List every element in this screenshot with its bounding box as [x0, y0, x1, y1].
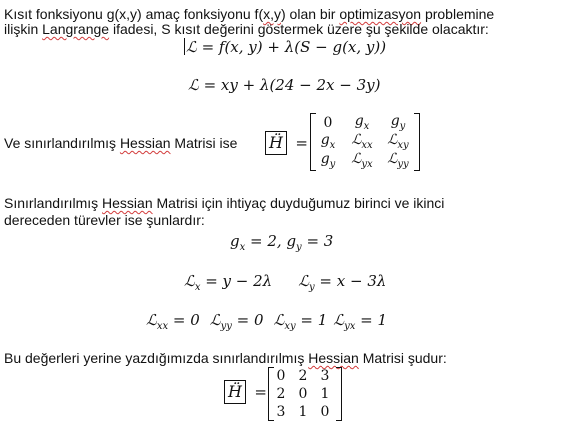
matrix-cell: $g_y$: [320, 151, 336, 170]
equals-sign: =: [295, 134, 308, 152]
body-text: dereceden türevler ise şunlardır:: [4, 212, 205, 228]
lagrange-equation-specific: [188, 76, 380, 94]
equals-sign: =: [254, 383, 267, 401]
body-text: Bu değerleri yerine yazdığımızda sınırlandırılmış: [4, 350, 309, 366]
matrix-cell: 0: [276, 368, 286, 384]
constraint-function: g(x,y): [106, 6, 142, 22]
body-text: Sınırlandırılmış: [4, 195, 103, 211]
matrix-cell: ℒ$_{xx}$: [351, 132, 373, 151]
body-text: Ve sınırlandırılmış: [4, 135, 120, 151]
hessian-intro-line: [4, 135, 237, 152]
g-derivatives: $g_x = 2$, $g_y = 3$: [230, 232, 334, 253]
matrix-cell: $g_x$: [320, 132, 336, 151]
body-text: Matrisi ise: [170, 135, 238, 151]
derivatives-intro-line-1: [4, 195, 444, 212]
spellcheck-word: Hessian: [102, 195, 153, 211]
derivatives-intro-line-2: [4, 212, 205, 229]
matrix-cell: ℒ$_{yx}$: [351, 151, 373, 170]
symbolic-hessian-matrix: [310, 113, 420, 171]
hessian-symbol-result: [224, 380, 267, 404]
intro-text: ifadesi, S kısıt değerini göstermek üzere şu şekilde olacaktır:: [109, 21, 489, 37]
spellcheck-word: Langrange: [42, 21, 110, 37]
spellcheck-word: optimizasyon: [339, 6, 422, 22]
numeric-hessian-matrix: [268, 367, 342, 421]
intro-line-2: [4, 21, 489, 38]
intro-text: problemine: [421, 6, 495, 22]
matrix-cell: ℒ$_{xy}$: [387, 132, 409, 151]
body-text: Matrisi için ihtiyaç duyduğumuz birinci ve ikinci: [152, 195, 445, 211]
matrix-cell: $g_x$: [354, 113, 370, 132]
equation-text: ℒ = f(x, y) + λ(S − g(x, y)): [186, 38, 387, 56]
text-cursor: [184, 38, 185, 55]
spellcheck-word: Hessian: [119, 135, 171, 151]
hessian-symbol-box: Ḧ: [265, 131, 287, 155]
matrix-cell: 1: [298, 404, 308, 420]
body-text: Matrisi şudur:: [358, 350, 447, 366]
matrix-cell: 2: [276, 386, 286, 402]
matrix-cell: 1: [320, 386, 330, 402]
intro-text: ilişkin: [4, 21, 43, 37]
intro-text: ) olan bir: [281, 6, 340, 22]
lagrangian-second-derivatives: ℒ$_{xx}$ = 0 ℒ$_{yy}$ = 0 ℒ$_{xy}$ = 1 ℒ$_{yx}$ = 1: [146, 311, 388, 332]
matrix-cell: $g_y$: [390, 113, 406, 132]
intro-text: Kısıt fonksiyonu: [4, 6, 107, 22]
lagrange-equation-general[interactable]: [184, 38, 386, 56]
equation-text: ℒ = xy + λ(24 − 2x − 3y): [188, 76, 381, 94]
intro-text: amaç fonksiyonu f(: [141, 6, 264, 22]
hessian-symbol: [265, 131, 308, 155]
hessian-symbol-box: Ḧ: [224, 380, 246, 404]
matrix-cell: ℒ$_{yy}$: [387, 151, 409, 170]
lagrangian-first-derivatives: ℒ$_x$ = y − 2λ ℒ$_y$ = x − 3λ: [184, 272, 387, 293]
spellcheck-word: x,y: [263, 6, 281, 22]
matrix-cell: 2: [298, 368, 308, 384]
matrix-cell: 0: [323, 114, 333, 131]
matrix-cell: 3: [320, 368, 330, 384]
matrix-cell: 0: [320, 404, 330, 420]
matrix-cell: 0: [298, 386, 308, 402]
result-intro-line: [4, 350, 447, 367]
spellcheck-word: Hessian: [308, 350, 359, 366]
matrix-cell: 3: [276, 404, 286, 420]
